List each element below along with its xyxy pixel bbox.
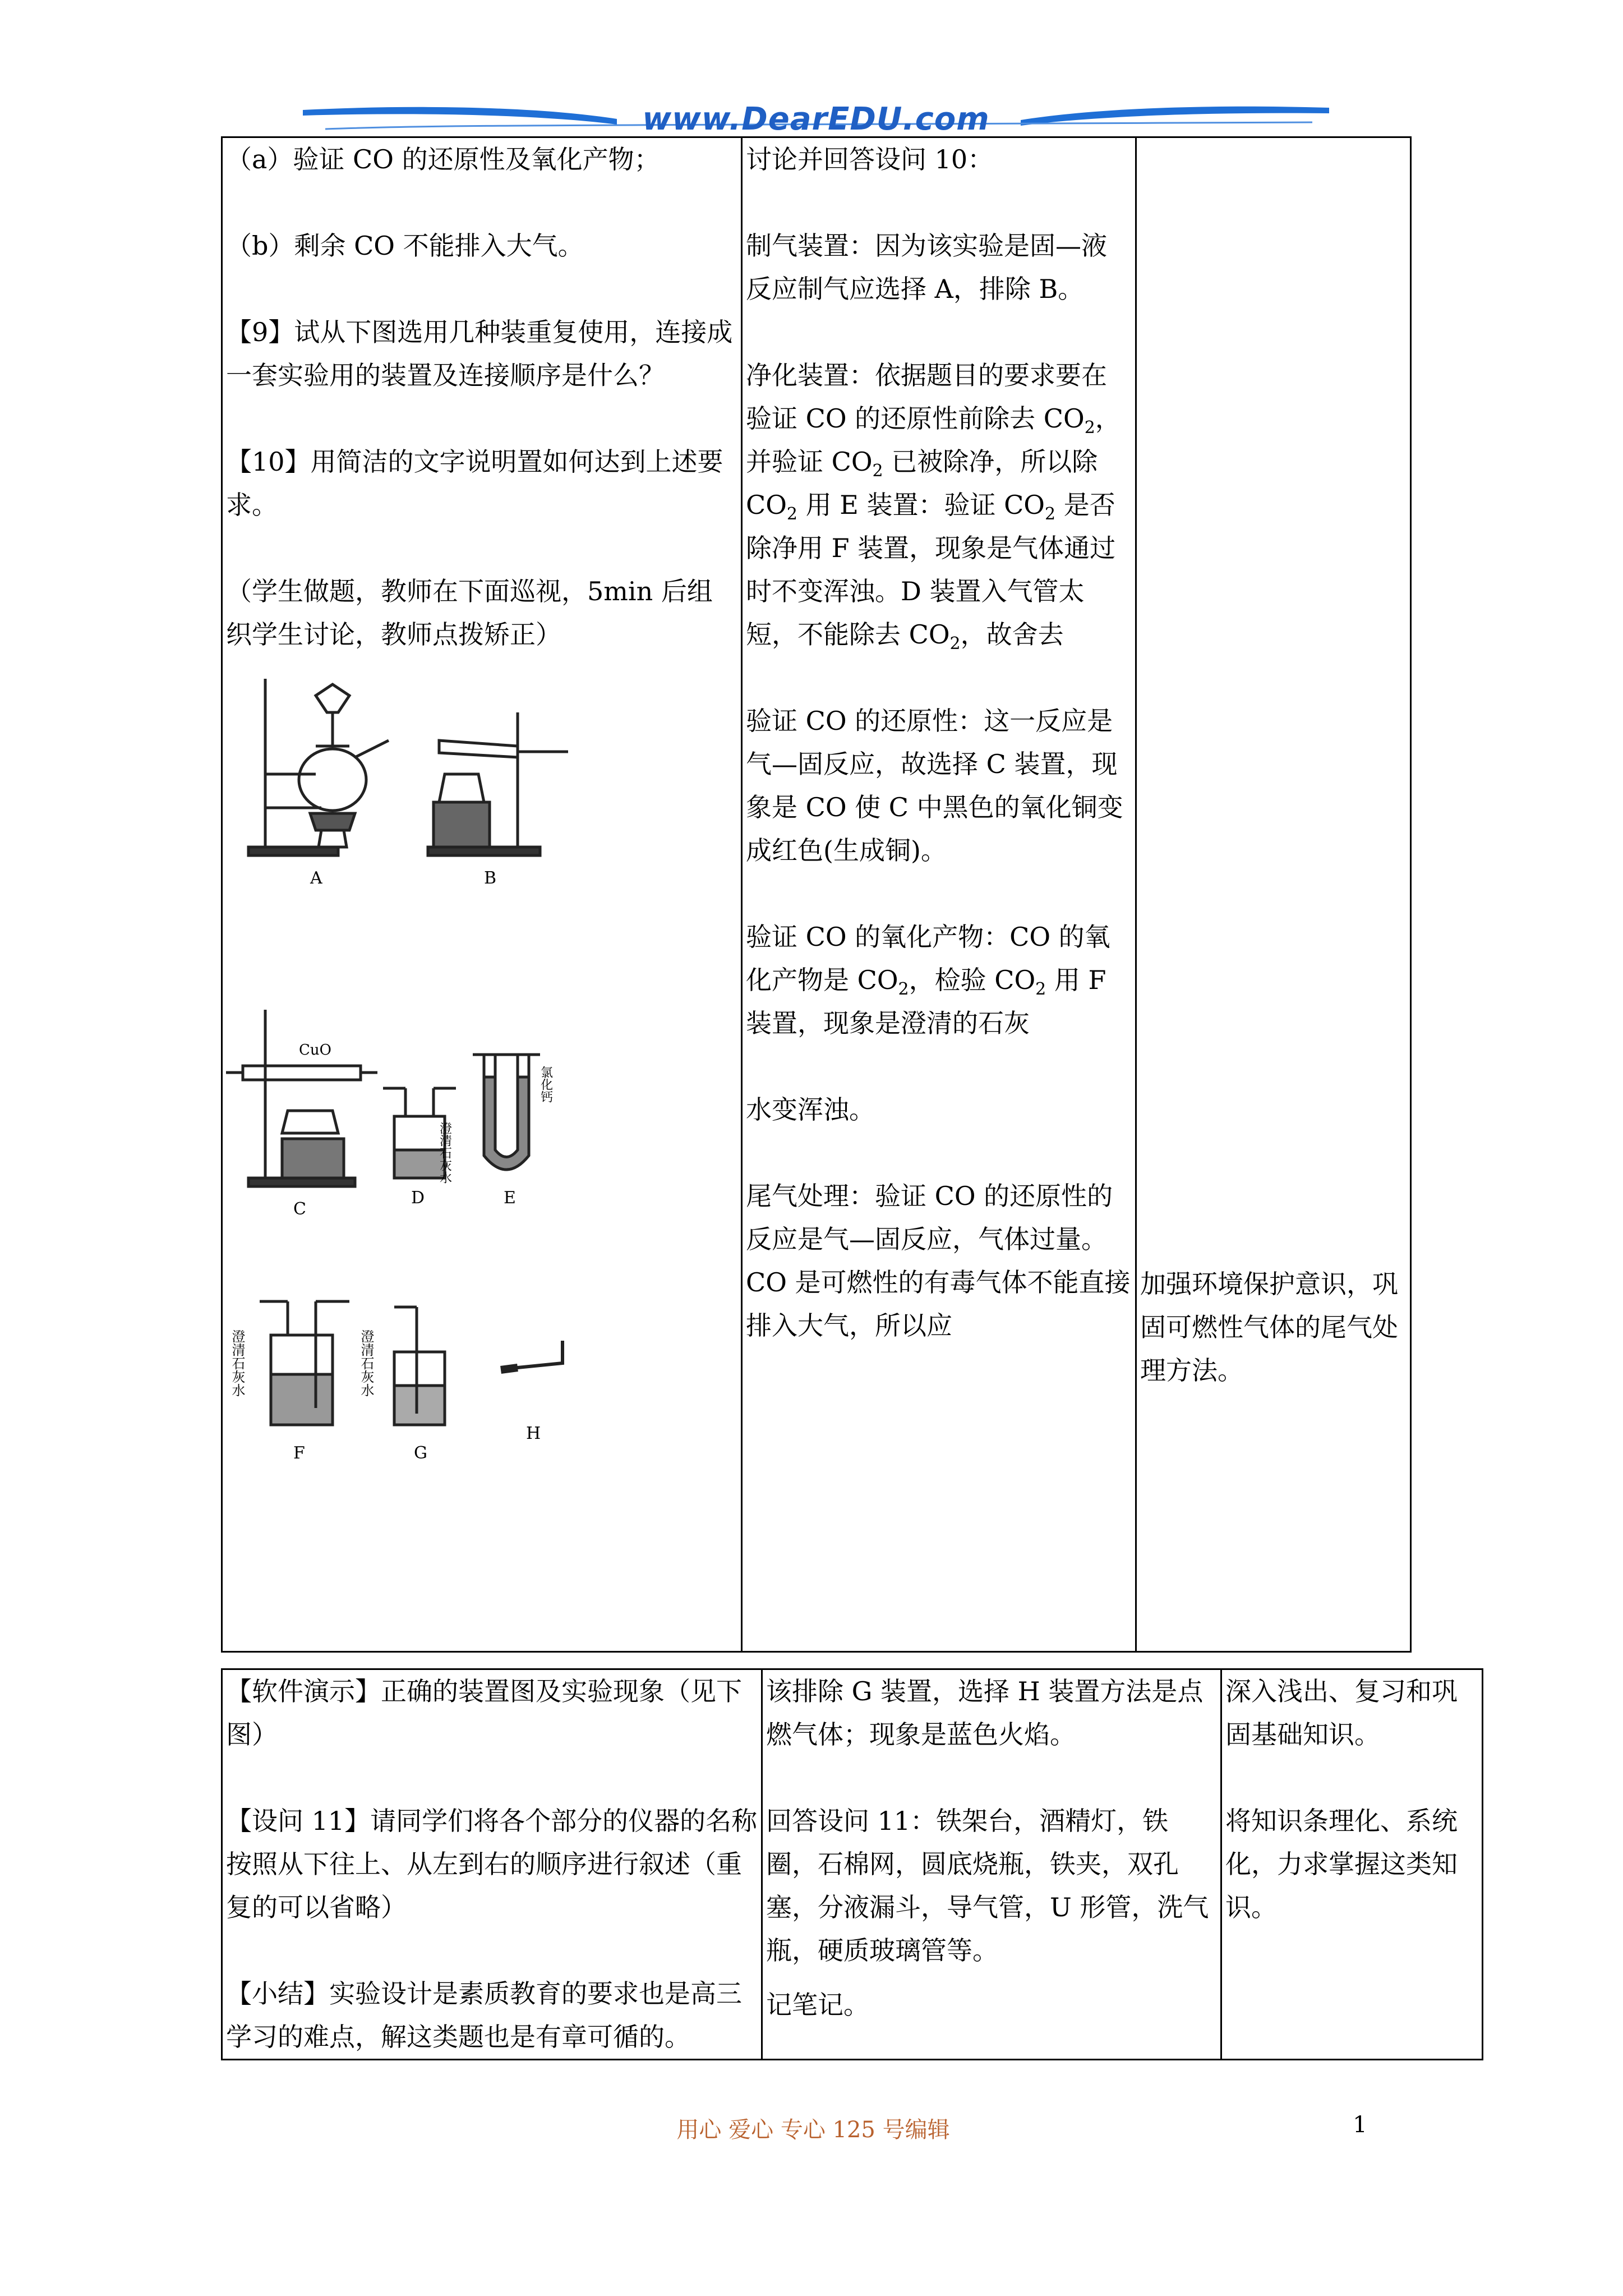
take-notes: 记笔记。 <box>766 1990 869 2020</box>
tail-gas-answer: 尾气处理：验证 CO 的还原性的反应是气—固反应，气体过量。CO 是可燃性的有毒气体不能直接排入大气，所以应 <box>746 1181 1131 1341</box>
apparatus-a <box>248 679 389 888</box>
question-10: 【10】用简洁的文字说明置如何达到上述要求。 <box>226 447 723 520</box>
page-number: 1 <box>1353 2112 1367 2138</box>
apparatus-figure <box>226 662 737 1526</box>
apparatus-e <box>473 1055 553 1208</box>
goal-systematize: 将知识条理化、系统化，力求掌握这类知识。 <box>1225 1806 1458 1922</box>
oxidation-answer: 验证 CO 的氧化产物：CO 的氧化产物是 $CO_2$，检验 $CO_2$ 用 F 装置，现象是澄清的石灰 <box>746 922 1110 1038</box>
cuo-label: CuO <box>299 1042 331 1059</box>
label-h: H <box>526 1424 541 1443</box>
teacher-note: （学生做题，教师在下面巡视，5min 后组织学生讨论，教师点拨矫正） <box>226 576 713 650</box>
question-9: 【9】试从下图选用几种装重复使用，连接成一套实验用的装置及连接顺序是什么？ <box>226 317 733 390</box>
label-f: F <box>293 1443 305 1463</box>
table1-answer-cell <box>742 137 1136 1652</box>
table1-student-activity-cell <box>222 137 742 1652</box>
label-a: A <box>310 868 322 888</box>
water-turbid: 水变浑浊。 <box>746 1094 875 1125</box>
table1-goal-cell <box>1136 137 1411 1652</box>
site-logo[interactable]: www.DearEDU.com <box>642 101 990 137</box>
purification-answer: 净化装置：依据题目的要求要在验证 CO 的还原性前除去 $CO_2$，并验证 $CO_2$ 已被除净，所以除 $CO_2$ 用 E 装置：验证 $CO_2$ 是否除净用 F 装置，现象是气体通过时不变浑浊。D 装置入气管太短，不能除去 $CO_2$，故舍去 <box>746 360 1121 654</box>
discussion-intro: 讨论并回答设问 10： <box>746 144 994 174</box>
g-text: 澄清石灰水 <box>358 1329 374 1397</box>
site-header <box>303 100 1329 139</box>
lesson-table-1 <box>221 136 1412 1653</box>
answer-11: 回答设问 11：铁架台，酒精灯，铁圈，石棉网，圆底烧瓶，铁夹，双孔塞，分液漏斗，导气管，U 形管，洗气瓶，硬质玻璃管等。 <box>766 1806 1209 1966</box>
e-text: 氯化钙 <box>538 1066 553 1103</box>
footer-editor-note: 用心 爱心 专心 125 号编辑 <box>676 2117 950 2143</box>
software-demo: 【软件演示】正确的装置图及实验现象（见下图） <box>226 1676 742 1750</box>
tail-gas-answer-cont: 该排除 G 装置，选择 H 装置方法是点燃气体；现象是蓝色火焰。 <box>766 1676 1204 1750</box>
summary: 【小结】实验设计是素质教育的要求也是高三学习的难点，解这类题也是有章可循的。 <box>226 1978 742 2052</box>
label-e: E <box>504 1188 516 1208</box>
label-b: B <box>484 868 497 888</box>
f-text: 澄清石灰水 <box>229 1329 245 1397</box>
apparatus-g <box>358 1307 445 1463</box>
objective-b: （b）剩余 CO 不能排入大气。 <box>226 231 584 261</box>
label-g: G <box>414 1443 427 1463</box>
gas-generation-answer: 制气装置：因为该实验是固—液反应制气应选择 A，排除 B。 <box>746 231 1107 304</box>
objective-a: （a）验证 CO 的还原性及氧化产物； <box>226 144 660 174</box>
apparatus-c <box>226 1010 377 1219</box>
d-text: 澄清石灰水 <box>437 1122 452 1184</box>
table2-student-cell <box>762 1669 1221 2060</box>
lesson-table-2 <box>221 1668 1483 2060</box>
label-c: C <box>293 1199 306 1219</box>
apparatus-h <box>501 1341 562 1443</box>
apparatus-drawing <box>226 662 736 1526</box>
goal-environment: 加强环境保护意识，巩固可燃性气体的尾气处理方法。 <box>1140 1269 1398 1386</box>
label-d: D <box>411 1188 425 1208</box>
apparatus-f <box>229 1301 349 1463</box>
goal-review: 深入浅出、复习和巩固基础知识。 <box>1225 1676 1458 1750</box>
apparatus-b <box>428 712 568 888</box>
question-11: 【设问 11】请同学们将各个部分的仪器的名称按照从下往上、从左到右的顺序进行叙述（重复的可以省略） <box>226 1806 758 1922</box>
table2-teacher-cell <box>222 1669 762 2060</box>
reduction-answer: 验证 CO 的还原性：这一反应是气—固反应，故选择 C 装置，现象是 CO 使 C 中黑色的氧化铜变成红色(生成铜)。 <box>746 706 1123 866</box>
apparatus-d <box>383 1088 456 1208</box>
table2-goal-cell <box>1221 1669 1483 2060</box>
